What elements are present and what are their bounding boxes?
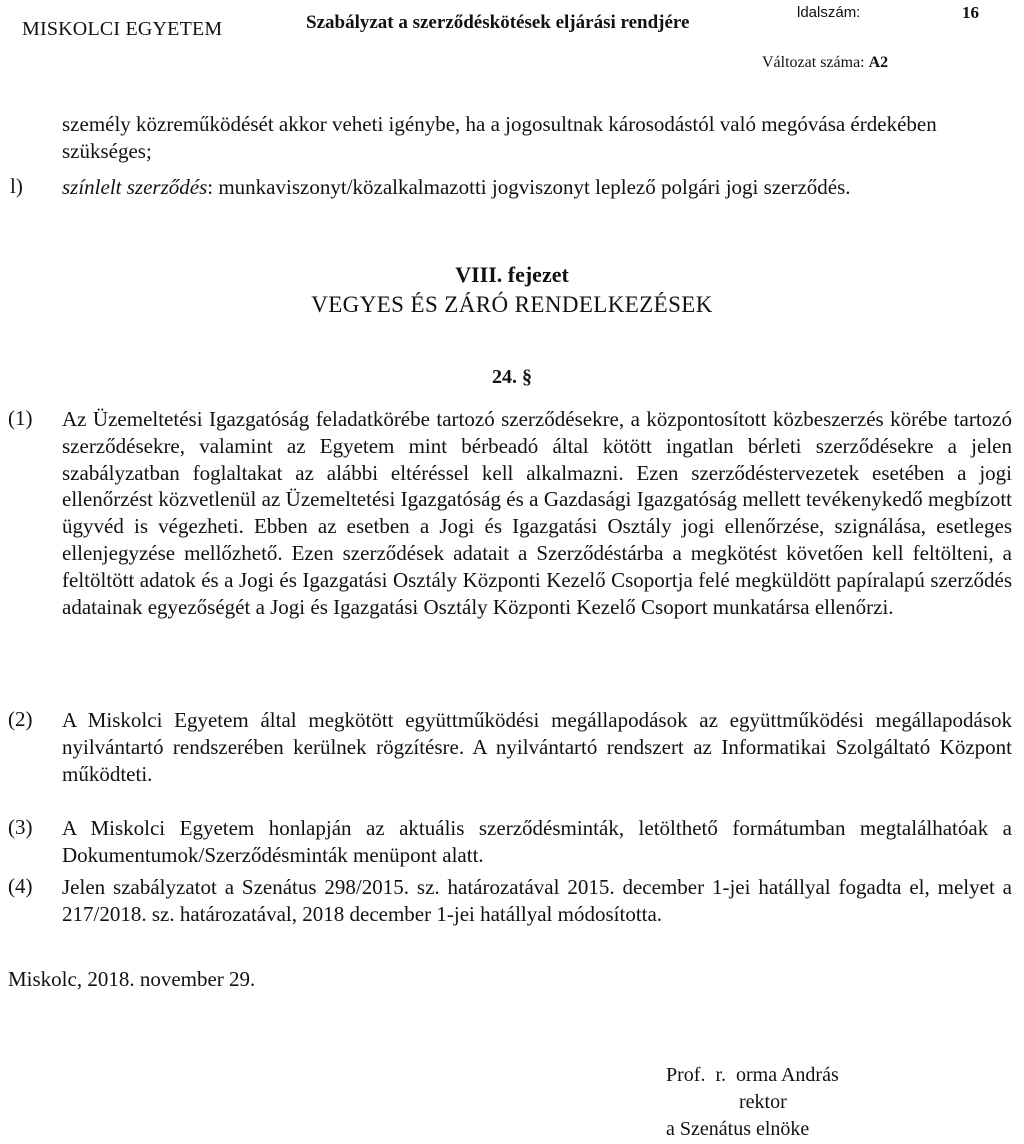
paragraph-4-text: Jelen szabályzatot a Szenátus 298/2015. sz. határozatával 2015. december 1-jei hatállyal fogadta el, melyet a 217/2018. sz. határozatával, 2018 december 1-jei hatállyal módosította. <box>62 875 1012 926</box>
item-l-label: l) <box>10 174 23 198</box>
header-university: MISKOLCI EGYETEM <box>22 18 223 40</box>
signatory-name: Prof. r. orma András <box>666 1064 839 1086</box>
paragraph-1-number: (1) <box>8 406 33 430</box>
paragraph-3-text: A Miskolci Egyetem honlapján az aktuális szerződésminták, letölthető formátumban megtalálhatóak a Dokumentumok/Szerződésminták menüpont alatt. <box>62 816 1012 867</box>
paragraph-2-number: (2) <box>8 707 33 731</box>
header-page-number: 16 <box>962 3 979 22</box>
chapter-title: VEGYES ÉS ZÁRÓ RENDELKEZÉSEK <box>311 292 713 317</box>
header-version-label: Változat száma: <box>762 54 865 71</box>
chapter-number: VIII. fejezet <box>455 262 569 287</box>
header-document-title: Szabályzat a szerződéskötések eljárási rendjére <box>306 12 690 33</box>
section-number: 24. § <box>492 366 532 388</box>
header-page-label: ldalszám: <box>797 4 861 21</box>
signatory-position: a Szenátus elnöke <box>666 1118 810 1140</box>
continuation-text: személy közreműködését akkor veheti igénybe, ha a jogosultnak károsodástól való megóvása érdekében szükséges; <box>62 112 937 163</box>
item-l-definition: : munkaviszonyt/közalkalmazotti jogviszonyt leplező polgári jogi szerződés. <box>207 175 851 199</box>
paragraph-2-text: A Miskolci Egyetem által megkötött együttműködési megállapodások az együttműködési megállapodások nyilvántartó rendszerében kerülnek rögzítésre. A nyilvántartó rendszert az Informatikai Szolgáltató Központ működteti. <box>62 708 1012 786</box>
item-l-term: színlelt szerződés <box>62 175 208 199</box>
header-version <box>762 54 888 72</box>
signatory-role: rektor <box>739 1091 787 1113</box>
paragraph-4-number: (4) <box>8 874 33 898</box>
place-date: Miskolc, 2018. november 29. <box>8 967 256 991</box>
item-l-text <box>62 174 1022 201</box>
header-version-value: A2 <box>868 54 889 71</box>
paragraph-1-text: Az Üzemeltetési Igazgatóság feladatkörébe tartozó szerződésekre, a központosított közbeszerzés körébe tartozó szerződésekre, valamint az Egyetem mint bérbeadó által kötött ingatlan bérleti szerződésekre a jelen szabályzatban foglaltakat az alábbi eltéréssel kell alkalmazni. Ezen szerződéstervezetek esetében a jogi ellenőrzést közvetlenül az Üzemeltetési Igazgatóság és a Gazdasági Igazgatóság mellett tevékenykedő megbízott ügyvéd is végezheti. Ebben az esetben a Jogi és Igazgatási Osztály jogi ellenőrzése, szignálása, esetleges ellenjegyzése mellőzhető. Ezen szerződések adatait a Szerződéstárba a megkötést követően kell feltölteni, a feltöltött adatok és a Jogi és Igazgatási Osztály Központi Kezelő Csoportja felé megküldött papíralapú szerződés adatainak egyezőségét a Jogi és Igazgatási Osztály Központi Kezelő Csoport munkatársa ellenőrzi. <box>62 407 1012 619</box>
signature-block <box>666 1062 926 1143</box>
paragraph-3-number: (3) <box>8 815 33 839</box>
